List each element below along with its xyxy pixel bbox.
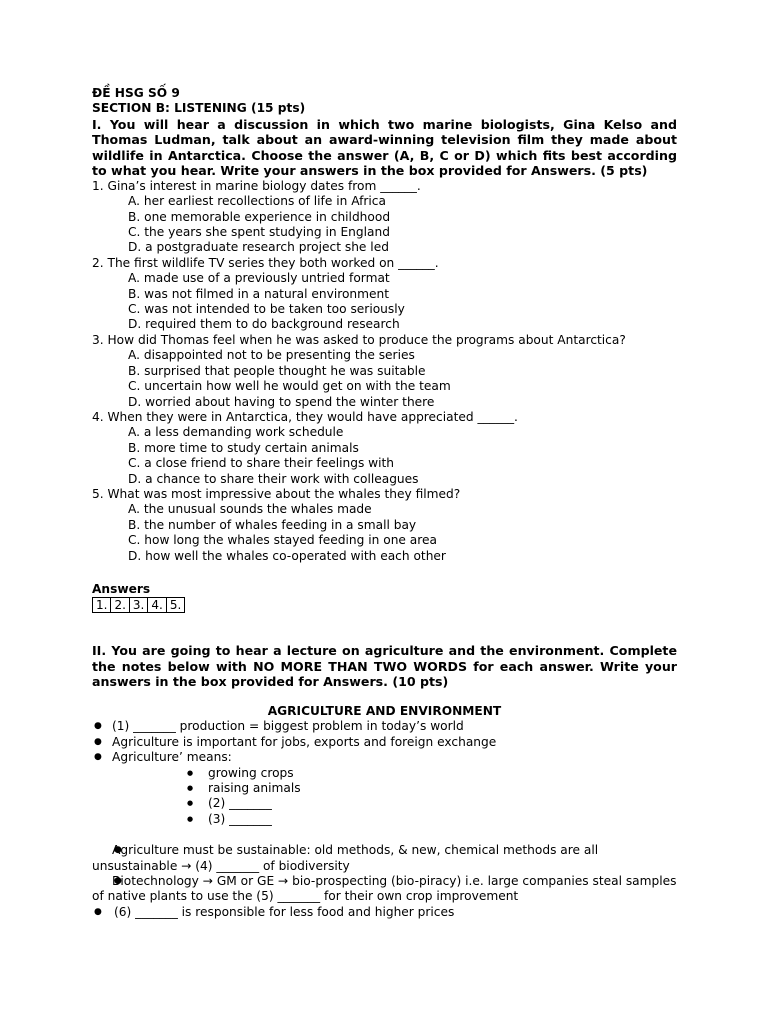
note-sub-bullet: ● raising animals — [92, 781, 677, 796]
note-sub-bullet: ● (3) _______ — [92, 812, 677, 827]
question-stem: 1. Gina’s interest in marine biology dates from ______. — [92, 178, 421, 193]
note-sub-bullet: ● growing crops — [92, 766, 677, 781]
option-a: A. her earliest recollections of life in Africa — [128, 194, 386, 209]
question-3 — [92, 333, 677, 410]
note-bullet: ● (6) _______ is responsible for less food and higher prices — [92, 905, 677, 920]
note-bullet: ● Agriculture’ means: — [92, 750, 677, 765]
option-a: A. disappointed not to be presenting the series — [128, 348, 415, 363]
note-bullet: ● Agriculture is important for jobs, exports and foreign exchange — [92, 735, 677, 750]
option-a: A. made use of a previously untried format — [128, 271, 390, 286]
answer-cell-2[interactable]: 2. — [111, 598, 129, 613]
notes-title: AGRICULTURE AND ENVIRONMENT — [267, 703, 502, 718]
answers-table — [92, 597, 185, 613]
note-bullet: ● Agriculture must be sustainable: old methods, & new, chemical methods are all unsustainable → (4) _______ of biodiversity — [92, 843, 677, 874]
option-a: A. the unusual sounds the whales made — [128, 502, 372, 517]
question-stem: 2. The first wildlife TV series they both worked on ______. — [92, 255, 439, 270]
note-bullet: ● Biotechnology → GM or GE → bio-prospecting (bio-piracy) i.e. large companies steal samples of native plants to use the (5) _______ for their own crop improvement — [92, 874, 677, 905]
answer-cell-1[interactable]: 1. — [93, 598, 111, 613]
part1-instructions: I. You will hear a discussion in which two marine biologists, Gina Kelso and Thomas Ludman, talk about an award-winning television film they made about wildlife in Antarctica. Choose the answer (A, B, C or D) which fits best according to what you hear. Write your answers in the box provided for Answers. (5 pts) — [92, 116, 677, 179]
answers-label: Answers — [92, 581, 151, 596]
option-c: C. a close friend to share their feelings with — [128, 456, 395, 471]
exam-title: ĐỀ HSG SỐ 9 — [92, 86, 180, 100]
option-b: B. was not filmed in a natural environment — [128, 286, 390, 301]
answer-cell-5[interactable]: 5. — [166, 598, 184, 613]
question-stem: 5. What was most impressive about the whales they filmed? — [92, 486, 461, 501]
option-b: B. one memorable experience in childhood — [128, 209, 391, 224]
option-d: D. required them to do background research — [128, 317, 400, 332]
option-c: C. how long the whales stayed feeding in one area — [128, 533, 437, 548]
question-2 — [92, 256, 677, 333]
part2-instructions: II. You are going to hear a lecture on agriculture and the environment. Complete the notes below with NO MORE THAN TWO WORDS for each answer. Write your answers in the box provided for Answers. (10 pts) — [92, 643, 677, 690]
option-d: D. worried about having to spend the winter there — [128, 394, 435, 409]
option-c: C. uncertain how well he would get on with the team — [128, 379, 451, 394]
answer-cell-3[interactable]: 3. — [129, 598, 147, 613]
question-1 — [92, 179, 677, 256]
section-title: SECTION B: LISTENING (15 pts) — [92, 101, 306, 116]
question-stem: 3. How did Thomas feel when he was asked to produce the programs about Antarctica? — [92, 332, 626, 347]
question-5 — [92, 487, 677, 564]
note-sub-bullet: ● (2) _______ — [92, 796, 677, 811]
option-a: A. a less demanding work schedule — [128, 425, 344, 440]
option-c: C. the years she spent studying in England — [128, 225, 390, 240]
option-b: B. more time to study certain animals — [128, 440, 359, 455]
note-bullet: ● (1) _______ production = biggest problem in today’s world — [92, 719, 677, 734]
worksheet-page — [92, 86, 677, 920]
option-d: D. a chance to share their work with colleagues — [128, 471, 419, 486]
option-c: C. was not intended to be taken too seriously — [128, 302, 405, 317]
answer-cell-4[interactable]: 4. — [148, 598, 166, 613]
option-d: D. a postgraduate research project she led — [128, 240, 389, 255]
question-4 — [92, 410, 677, 487]
option-d: D. how well the whales co-operated with each other — [128, 548, 446, 563]
option-b: B. surprised that people thought he was suitable — [128, 363, 426, 378]
option-b: B. the number of whales feeding in a small bay — [128, 517, 417, 532]
question-stem: 4. When they were in Antarctica, they would have appreciated ______. — [92, 409, 518, 424]
